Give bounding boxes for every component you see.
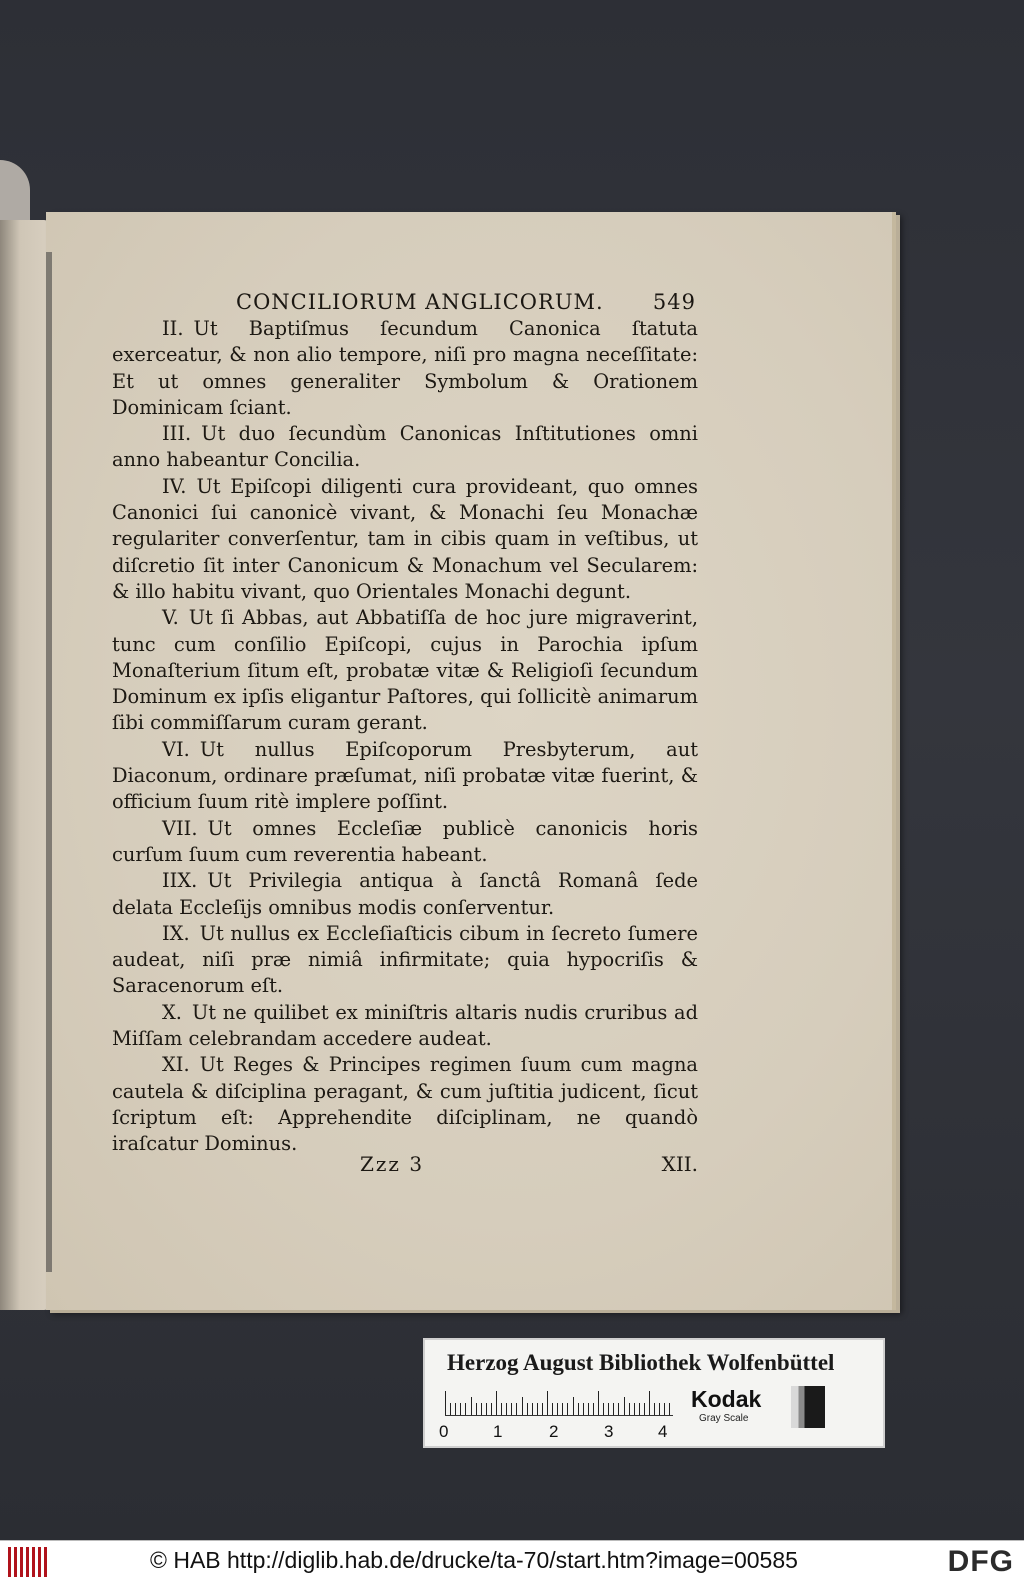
canon-paragraph bbox=[112, 816, 698, 869]
scale-label: 1 bbox=[493, 1422, 503, 1441]
kodak-logo: Kodak bbox=[691, 1386, 762, 1412]
canon-paragraph bbox=[112, 868, 698, 921]
scale-labels bbox=[439, 1422, 679, 1444]
canon-text: Ut nullus Epiſcoporum Presbyterum, aut Diaconum, ordinare præſumat, niſi probatæ vitæ fuerint, & officium ſuum ritè implere poſſint. bbox=[112, 737, 698, 814]
ruler-tick bbox=[465, 1403, 466, 1415]
ruler-tick bbox=[455, 1403, 456, 1415]
canon-paragraph bbox=[112, 605, 698, 736]
catchword: XII. bbox=[661, 1152, 698, 1176]
ruler-tick bbox=[578, 1403, 579, 1415]
ruler-tick bbox=[634, 1403, 635, 1415]
scale-label: 2 bbox=[549, 1422, 559, 1441]
canon-text: Ut ſi Abbas, aut Abbatiſſa de hoc jure migraverint, tunc cum conſilio Epiſcopi, cujus in Parochia ipſum Monaſterium ſitum eſt, probatæ vitæ & Religioſi ſecundum Dominum ex ipſis eligantur Paſtores, qui ſollicitè animarum ſibi commiſſarum curam gerant. bbox=[112, 606, 698, 735]
gray-scale-patch bbox=[791, 1386, 825, 1428]
canon-number: X. bbox=[162, 1000, 182, 1024]
ruler-tick bbox=[471, 1397, 472, 1415]
canon-text: Ut Epiſcopi diligenti cura provideant, quo omnes Canonici ſui canonicè vivant, & Monachi ſeu Monachæ regulariter converſentur, tam in cibis quam in veſtibus, ut diſcretio ſit inter Canonicum & Monachum vel Secularem: & illo habitu vivant, quo Orientales Monachi degunt. bbox=[112, 474, 698, 603]
ruler-tick bbox=[593, 1403, 594, 1415]
canon-text: Ut Privilegia antiqua à ſanctâ Romanâ ſede delata Eccleſijs omnibus modis conſerventur. bbox=[112, 869, 698, 919]
ruler-tick bbox=[639, 1403, 640, 1415]
ruler-tick bbox=[537, 1403, 538, 1415]
signature-mark: Zzz 3 bbox=[360, 1152, 425, 1176]
ruler-tick bbox=[629, 1403, 630, 1415]
ruler-tick bbox=[516, 1403, 517, 1415]
canon-paragraph bbox=[112, 1052, 698, 1157]
scale-label: 0 bbox=[439, 1422, 449, 1441]
ruler-tick bbox=[445, 1391, 446, 1415]
canon-text: Ut ne quilibet ex miniſtris altaris nudis cruribus ad Miſſam celebrandam accedere audeat. bbox=[112, 1000, 698, 1051]
canon-text: Ut nullus ex Eccleſiaſticis cibum in ſecreto ſumere audeat, niſi præ nimiâ infirmitate; quia hypocriſis & Saracenorum eſt. bbox=[112, 921, 698, 998]
ruler-tick bbox=[583, 1403, 584, 1415]
scale-label: 4 bbox=[658, 1422, 668, 1441]
canon-paragraph bbox=[112, 474, 698, 605]
canon-paragraph bbox=[112, 921, 698, 1000]
ruler-tick bbox=[603, 1403, 604, 1415]
running-head: CONCILIORUM ANGLICORUM. bbox=[236, 290, 604, 314]
ruler-tick bbox=[501, 1403, 502, 1415]
ruler-tick bbox=[460, 1403, 461, 1415]
canon-text: Ut Baptiſmus ſecundum Canonica ſtatuta exerceatur, & non alio tempore, niſi pro magna neceſſitate: Et ut omnes generaliter Symbolum & Orationem Dominicam ſciant. bbox=[112, 317, 698, 419]
page-number: 549 bbox=[652, 290, 696, 314]
ruler-tick bbox=[532, 1403, 533, 1415]
book-page bbox=[46, 212, 896, 1310]
canon-number: III. bbox=[162, 422, 192, 446]
scale-label: 3 bbox=[604, 1422, 614, 1441]
ruler-tick bbox=[588, 1403, 589, 1415]
ruler-tick bbox=[486, 1403, 487, 1415]
canon-text: Ut omnes Eccleſiæ publicè canonicis horis curſum ſuum cum reverentia habeant. bbox=[112, 816, 698, 866]
canon-paragraph bbox=[112, 421, 698, 474]
page-footer bbox=[112, 1152, 698, 1182]
canon-text: Ut Reges & Principes regimen ſuum cum magna cautela & diſciplina peragant, & cum juſtitia judicent, ſicut ſcriptum eſt: Apprehendite diſciplinam, ne quandò iraſcatur Dominus. bbox=[112, 1053, 698, 1156]
ruler-tick bbox=[664, 1403, 665, 1415]
canon-text: Ut duo ſecundùm Canonicas Inſtitutiones omni anno habeantur Concilia. bbox=[112, 422, 698, 472]
ruler-tick bbox=[547, 1391, 548, 1415]
canon-number: II. bbox=[162, 317, 184, 340]
ruler-tick bbox=[481, 1403, 482, 1415]
dfg-logo: DFG bbox=[947, 1545, 1014, 1578]
ruler-tick bbox=[506, 1403, 507, 1415]
ruler-tick bbox=[527, 1403, 528, 1415]
ruler-tick bbox=[450, 1403, 451, 1415]
ruler-tick bbox=[669, 1403, 670, 1415]
ruler-tick bbox=[476, 1403, 477, 1415]
ruler-tick bbox=[644, 1403, 645, 1415]
canon-paragraph bbox=[112, 316, 698, 421]
ruler-tick bbox=[557, 1403, 558, 1415]
ruler-tick bbox=[511, 1403, 512, 1415]
ruler-tick bbox=[496, 1391, 497, 1415]
gray-scale-label: Gray Scale bbox=[699, 1413, 749, 1424]
canon-number: IIX. bbox=[162, 869, 198, 893]
ruler-tick bbox=[562, 1403, 563, 1415]
color-target-card bbox=[423, 1338, 885, 1448]
previous-leaf-edge bbox=[0, 220, 50, 1310]
canon-number: IX. bbox=[162, 921, 190, 945]
ruler-tick bbox=[659, 1403, 660, 1415]
ruler-tick bbox=[613, 1403, 614, 1415]
hab-logo-icon bbox=[8, 1547, 48, 1577]
scale-ruler bbox=[445, 1390, 673, 1416]
ruler-tick bbox=[649, 1391, 650, 1415]
canon-paragraph bbox=[112, 737, 698, 816]
ruler-tick bbox=[608, 1403, 609, 1415]
ruler-tick bbox=[598, 1391, 599, 1415]
credit-bar bbox=[0, 1540, 1024, 1582]
canon-number: VI. bbox=[162, 737, 190, 761]
canon-number: VII. bbox=[162, 816, 198, 840]
ruler-tick bbox=[491, 1403, 492, 1415]
canon-number: XI. bbox=[162, 1053, 190, 1077]
ruler-tick bbox=[618, 1403, 619, 1415]
canon-number: IV. bbox=[162, 474, 187, 498]
ruler-tick bbox=[567, 1403, 568, 1415]
library-name: Herzog August Bibliothek Wolfenbüttel bbox=[447, 1350, 835, 1375]
canon-number: V. bbox=[162, 606, 179, 630]
ruler-tick bbox=[654, 1403, 655, 1415]
ruler-tick bbox=[552, 1403, 553, 1415]
ruler-tick bbox=[573, 1397, 574, 1415]
canon-paragraph bbox=[112, 1000, 698, 1053]
ruler-tick bbox=[542, 1403, 543, 1415]
credit-link[interactable]: © HAB http://diglib.hab.de/drucke/ta-70/start.htm?image=00585 bbox=[150, 1547, 798, 1573]
page-body bbox=[112, 316, 698, 1158]
ruler-tick bbox=[624, 1397, 625, 1415]
ruler-tick bbox=[522, 1397, 523, 1415]
